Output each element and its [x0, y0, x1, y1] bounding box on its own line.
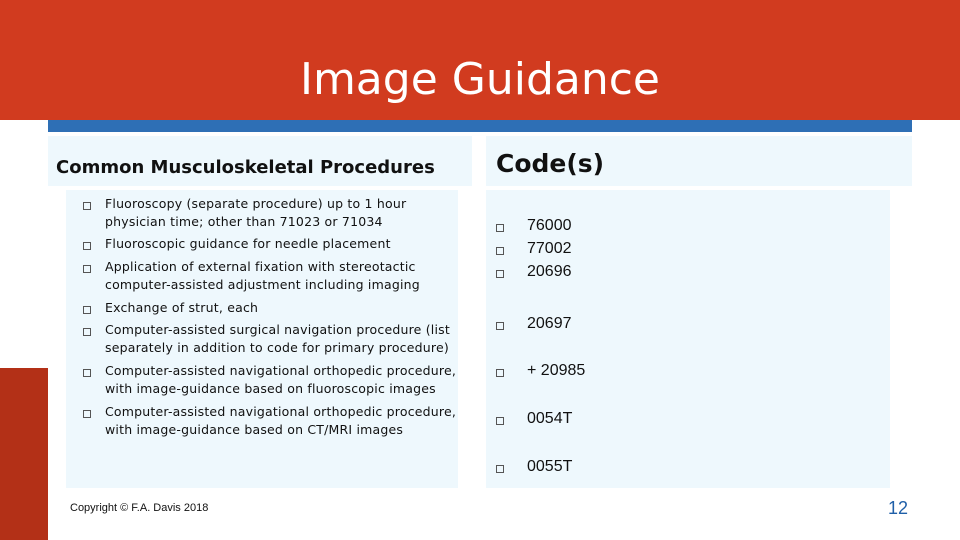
procedure-item: Exchange of strut, each [105, 300, 259, 315]
code-item: + 20985 [527, 362, 586, 379]
procedure-item: Computer-assisted navigational orthopedic procedure, with image-guidance based on CT/MRI images [105, 404, 457, 437]
square-bullet-icon [496, 247, 504, 255]
square-bullet-icon [496, 270, 504, 278]
square-bullet-icon [83, 328, 91, 336]
square-bullet-icon [496, 224, 504, 232]
square-bullet-icon [83, 202, 91, 210]
square-bullet-icon [496, 417, 504, 425]
procedure-item: Fluoroscopic guidance for needle placement [105, 236, 391, 251]
procedures-column-header: Common Musculoskeletal Procedures [56, 157, 435, 178]
accent-bar [48, 120, 912, 132]
procedure-item: Computer-assisted navigational orthopedic procedure, with image-guidance based on fluoroscopic images [105, 363, 457, 396]
square-bullet-icon [83, 306, 91, 314]
code-item: 77002 [527, 240, 572, 257]
square-bullet-icon [83, 242, 91, 250]
procedure-item: Fluoroscopy (separate procedure) up to 1 hour physician time; other than 71023 or 71034 [105, 196, 407, 229]
code-item: 20696 [527, 263, 572, 280]
copyright-notice: Copyright © F.A. Davis 2018 [70, 502, 209, 514]
left-accent-block [0, 368, 48, 540]
square-bullet-icon [83, 265, 91, 273]
procedure-item: Computer-assisted surgical navigation procedure (list separately in addition to code for primary procedure) [105, 322, 450, 355]
square-bullet-icon [496, 369, 504, 377]
slide-title: Image Guidance [299, 54, 661, 105]
square-bullet-icon [496, 322, 504, 330]
square-bullet-icon [83, 369, 91, 377]
code-item: 76000 [527, 217, 572, 234]
square-bullet-icon [83, 410, 91, 418]
codes-column-header: Code(s) [496, 149, 605, 178]
code-item: 0055T [527, 458, 573, 475]
code-item: 20697 [527, 315, 572, 332]
code-item: 0054T [527, 410, 573, 427]
square-bullet-icon [496, 465, 504, 473]
page-number: 12 [887, 498, 908, 518]
procedure-item: Application of external fixation with stereotactic computer-assisted adjustment including imaging [105, 259, 420, 292]
